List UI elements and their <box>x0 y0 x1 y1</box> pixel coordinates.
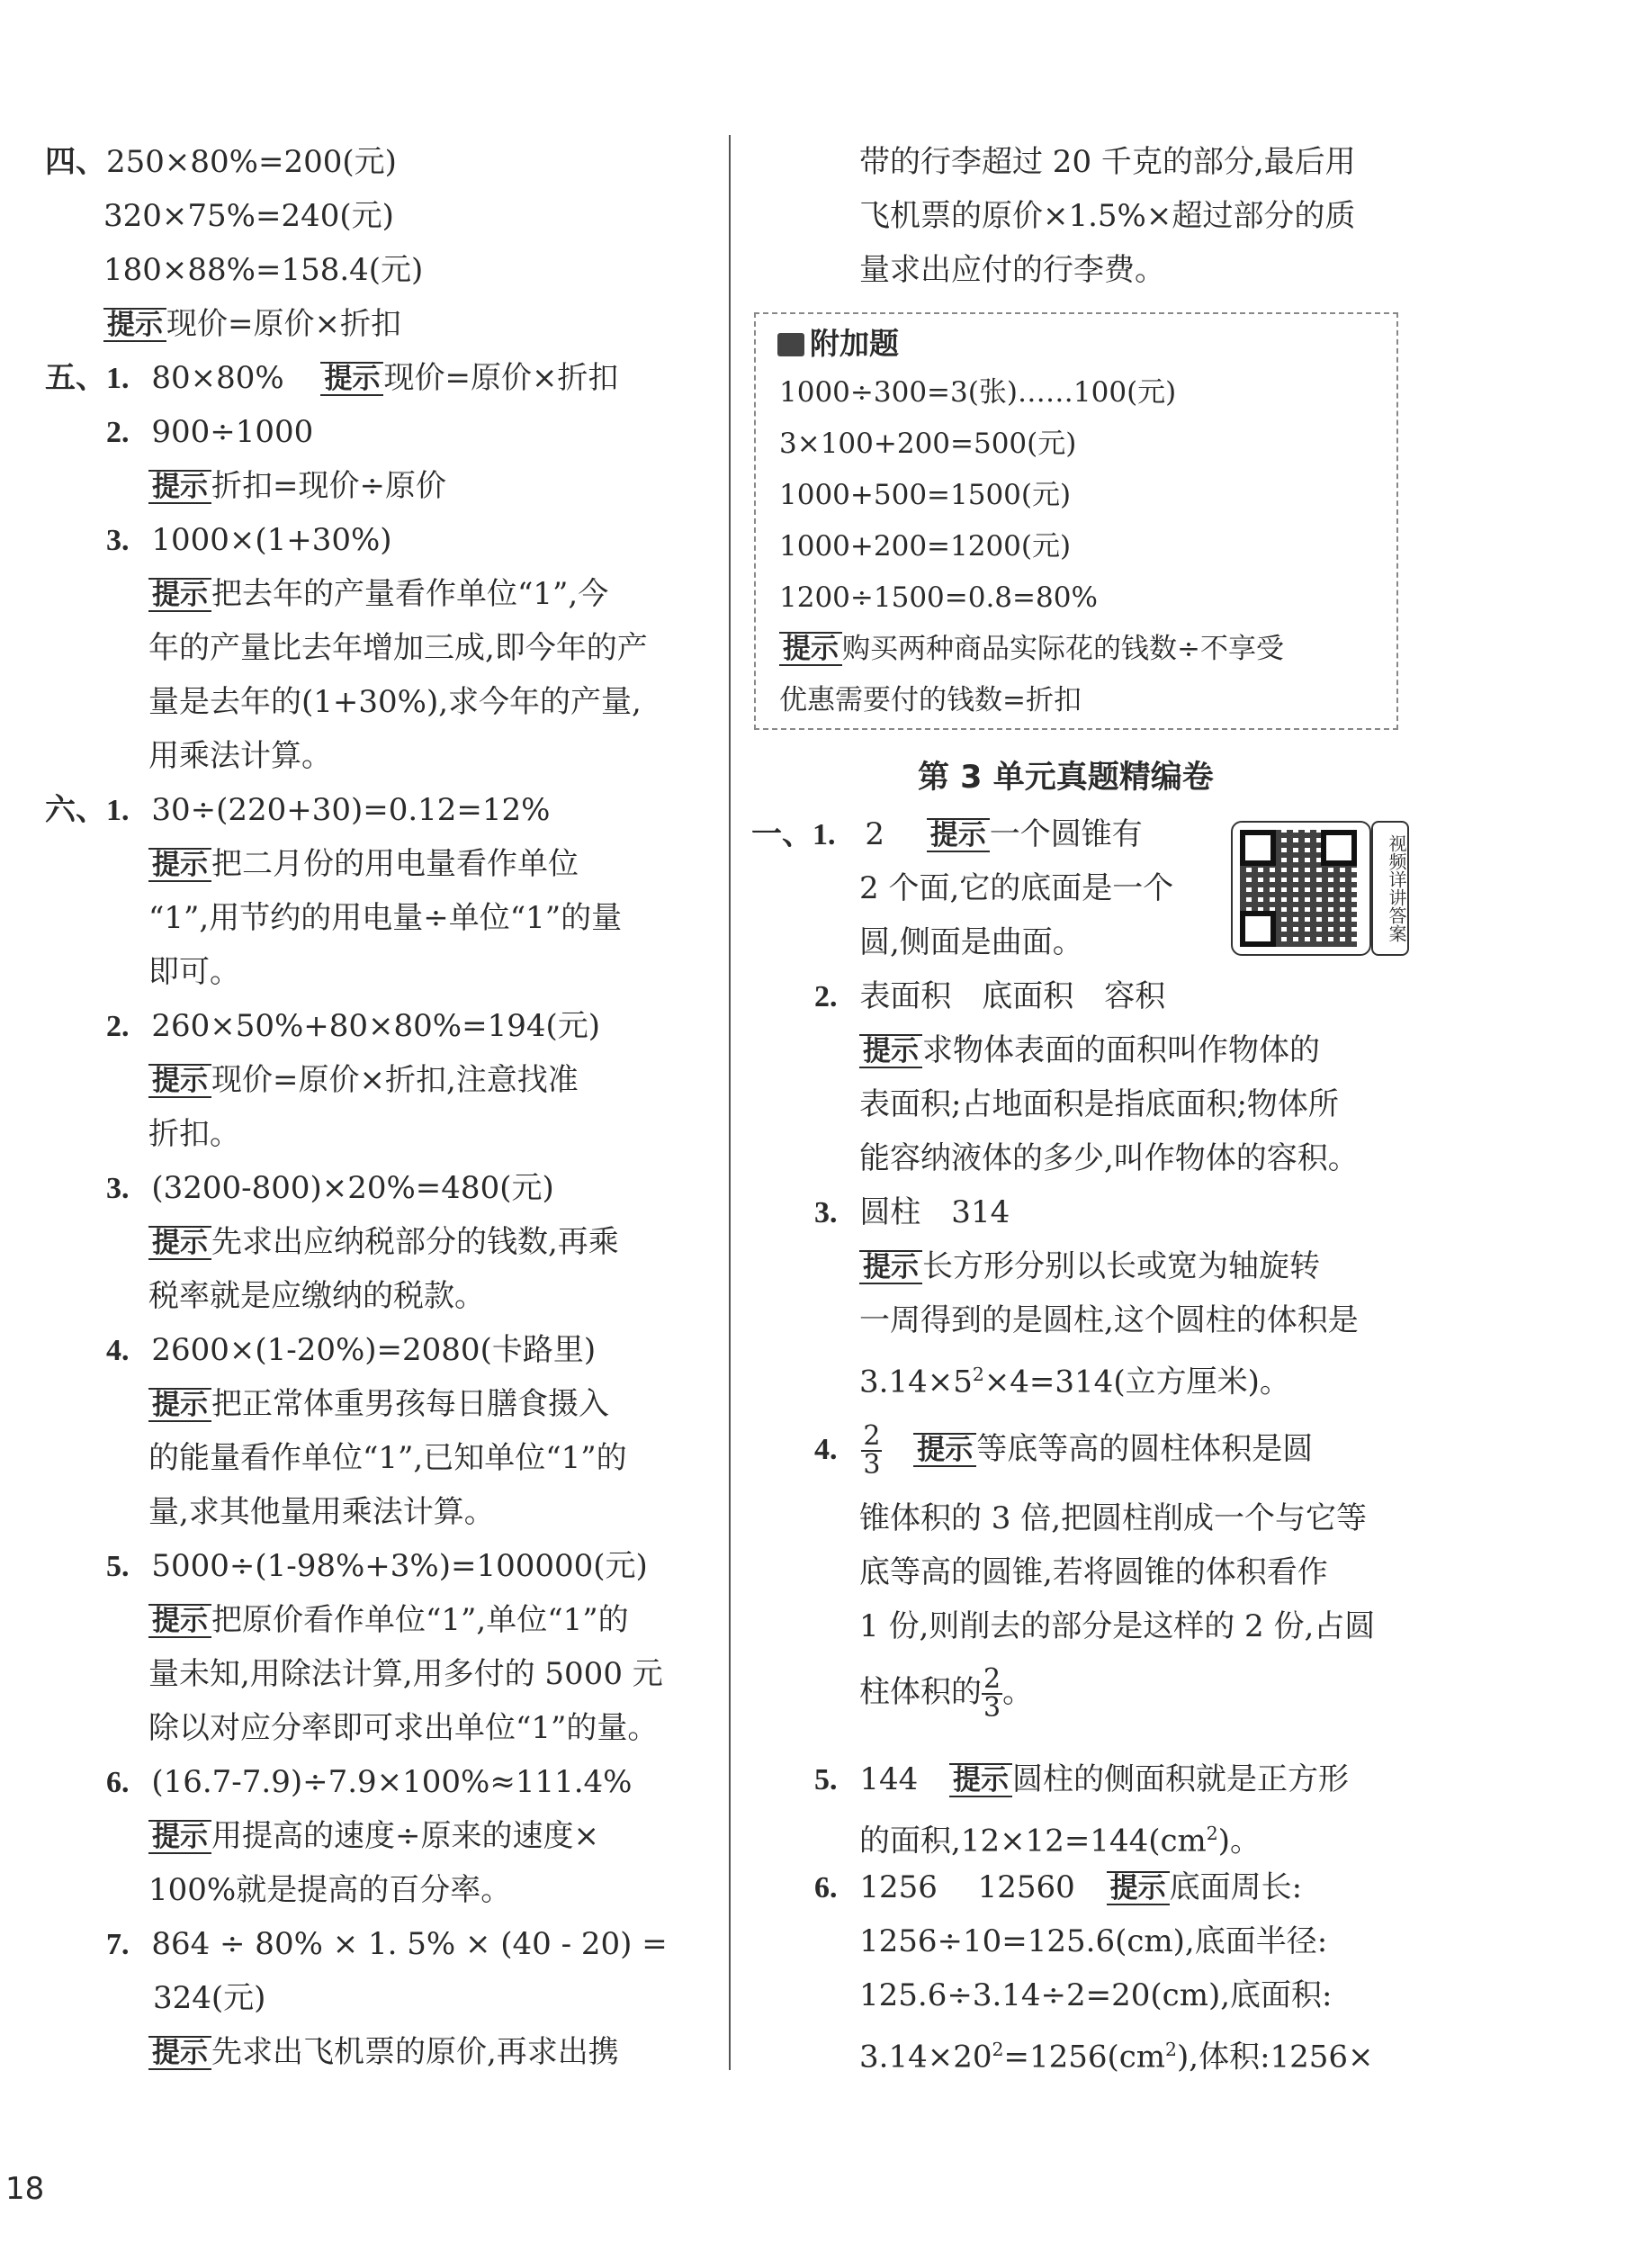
s6-q5: 5. 5000÷(1-98%+3%)=100000(元) <box>106 1548 648 1584</box>
text-line: 能容纳液体的多少,叫作物体的容积。 <box>859 1140 1359 1176</box>
text-line: 量求出应付的行李费。 <box>859 252 1165 288</box>
unit-title: 第 3 单元真题精编卷 <box>918 760 1214 796</box>
text-line: 即可。 <box>148 954 240 990</box>
qr-code-icon <box>1231 821 1371 956</box>
page-number: 18 <box>5 2171 45 2207</box>
s5-q2-hint: 提示 折扣=现价÷原价 <box>148 466 446 506</box>
section-label: 四、 <box>45 146 106 179</box>
fraction: $\frac{2}{3}$ <box>863 1420 881 1481</box>
u-q3-formula: $3.14\times 5^2\times 4=314$(立方厘米)。 <box>859 1364 1290 1400</box>
u-q4: 4. $\frac{2}{3}$ 提示 等底等高的圆柱体积是圆 <box>814 1420 1314 1481</box>
s5-q3-hint: 提示 把去年的产量看作单位“1”,今 <box>148 574 608 614</box>
text-line: 量,求其他量用乘法计算。 <box>148 1494 495 1530</box>
column-divider <box>729 135 731 2070</box>
text-line: 1000+200=1200(元) <box>779 530 1072 563</box>
u-q3: 3. 圆柱 314 <box>814 1194 1010 1230</box>
text-line: 的能量看作单位“1”,已知单位“1”的 <box>148 1440 627 1476</box>
text-line: 1256÷10=125.6(cm),底面半径: <box>859 1923 1328 1959</box>
text-line: 表面积;占地面积是指底面积;物体所 <box>859 1086 1339 1122</box>
s5-q2: 2. 900÷1000 <box>106 414 314 450</box>
s6-q1: 六、1. 30÷(220+30)=0.12=12% <box>45 792 551 828</box>
qr-label: 视频详讲答案 <box>1371 821 1409 956</box>
u-q3-hint: 提示 长方形分别以长或宽为轴旋转 <box>859 1247 1320 1286</box>
text-line: 324(元) <box>153 1980 266 2016</box>
text-line: 锥体积的 3 倍,把圆柱削成一个与它等 <box>859 1500 1368 1536</box>
u-q5-formula: 的面积$,12\times 12=144(cm^2)$。 <box>859 1823 1261 1859</box>
text-line: 除以对应分率即可求出单位“1”的量。 <box>148 1710 659 1746</box>
extra-hint: 提示 购买两种商品实际花的钱数÷不享受 <box>779 629 1284 669</box>
s6-q6: 6. (16.7-7.9)÷7.9×100%≈111.4% <box>106 1764 633 1800</box>
text-line: 折扣。 <box>148 1116 240 1152</box>
text-line: 飞机票的原价×1.5%×超过部分的质 <box>859 198 1356 234</box>
s6-q5-hint: 提示 把原价看作单位“1”,单位“1”的 <box>148 1600 629 1640</box>
text-line: 1000÷300=3(张)……100(元) <box>779 376 1177 409</box>
text-line: 100%就是提高的百分率。 <box>148 1872 512 1908</box>
hint-tag: 提示 <box>103 308 166 342</box>
text-line: 底等高的圆锥,若将圆锥的体积看作 <box>859 1554 1328 1590</box>
text-line: 量未知,用除法计算,用多付的 5000 元 <box>148 1656 663 1692</box>
s4-line1: 四、250×80%=200(元) <box>45 144 397 180</box>
s6-q4: 4. 2600×(1-20%)=2080(卡路里) <box>106 1332 597 1368</box>
text-line: 1200÷1500=0.8=80% <box>779 581 1098 614</box>
u-q2-hint: 提示 求物体表面的面积叫作物体的 <box>859 1031 1320 1070</box>
s4-hint: 提示 现价=原价×折扣 <box>103 304 401 344</box>
text-line: 1 份,则削去的部分是这样的 2 份,占圆 <box>859 1608 1376 1644</box>
u-q6-formula: $3.14\times 20^2=1256(cm^2)$,体积:1256× <box>859 2039 1374 2075</box>
s6-q4-hint: 提示 把正常体重男孩每日膳食摄入 <box>148 1384 609 1424</box>
text-line: 量是去年的(1+30%),求今年的产量, <box>148 684 642 720</box>
u-q2: 2. 表面积 底面积 容积 <box>814 978 1166 1014</box>
text-line: 带的行李超过 20 千克的部分,最后用 <box>859 144 1356 180</box>
s6-q3-hint: 提示 先求出应纳税部分的钱数,再乘 <box>148 1222 619 1262</box>
text-line: 1000+500=1500(元) <box>779 479 1072 511</box>
text-line: 一周得到的是圆柱,这个圆柱的体积是 <box>859 1302 1359 1338</box>
u-q1: 一、1. 2 提示 一个圆锥有 <box>751 816 1143 852</box>
text-line: 用乘法计算。 <box>148 738 332 774</box>
text-line: 圆,侧面是曲面。 <box>859 924 1083 960</box>
text-line: “1”,用节约的用电量÷单位“1”的量 <box>148 900 623 936</box>
s4-line2: 320×75%=240(元) <box>103 198 394 234</box>
u-q4-last: 柱体积的 $\frac{2}{3}$ 。 <box>859 1663 1034 1724</box>
s6-q2-hint: 提示 现价=原价×折扣,注意找准 <box>148 1060 579 1100</box>
text-line: 税率就是应缴纳的税款。 <box>148 1278 485 1314</box>
fraction: $\frac{2}{3}$ <box>983 1663 1001 1724</box>
u-q6: 6. 1256 12560 提示 底面周长: <box>814 1869 1303 1905</box>
s6-q1-hint: 提示 把二月份的用电量看作单位 <box>148 844 579 884</box>
s6-q7: 7. 864 ÷ 80% × 1. 5% × (40 - 20) = <box>106 1926 668 1962</box>
text-line: 2 个面,它的底面是一个 <box>859 870 1174 906</box>
text-line: 3×100+200=500(元) <box>779 428 1077 460</box>
s6-q2: 2. 260×50%+80×80%=194(元) <box>106 1008 600 1044</box>
s5-q3: 3. 1000×(1+30%) <box>106 522 392 558</box>
s6-q6-hint: 提示 用提高的速度÷原来的速度× <box>148 1816 599 1856</box>
u-q5: 5. 144 提示 圆柱的侧面积就是正方形 <box>814 1761 1350 1797</box>
s6-q7-hint: 提示 先求出飞机票的原价,再求出携 <box>148 2032 619 2072</box>
text-line: 优惠需要付的钱数=折扣 <box>779 684 1082 716</box>
extra-question-title: 附加题 <box>777 324 899 364</box>
s6-q3: 3. (3200-800)×20%=480(元) <box>106 1170 554 1206</box>
s4-line3: 180×88%=158.4(元) <box>103 252 424 288</box>
text-line: 125.6÷3.14÷2=20(cm),底面积: <box>859 1977 1333 2013</box>
text-line: 年的产量比去年增加三成,即今年的产 <box>148 630 648 666</box>
s5-q1: 五、1. 80×80% 提示 现价=原价×折扣 <box>45 360 619 396</box>
book-icon <box>777 333 804 356</box>
